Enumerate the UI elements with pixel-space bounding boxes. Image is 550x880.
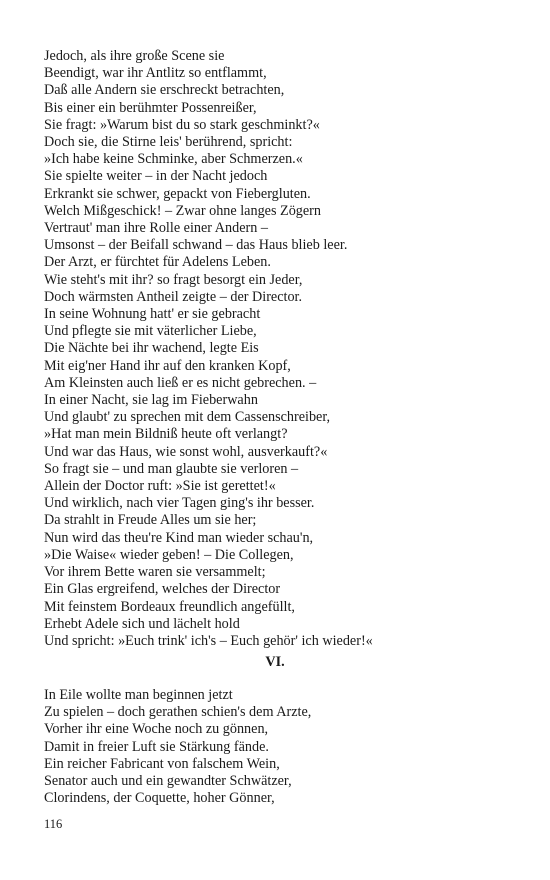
verse-line: Und wirklich, nach vier Tagen ging's ihr besser. [44, 495, 315, 512]
verse-line: Wie steht's mit ihr? so fragt besorgt ein Jeder, [44, 271, 303, 288]
verse-line: Und war das Haus, wie sonst wohl, ausverkauft?« [44, 443, 328, 460]
verse-line: Welch Mißgeschick! – Zwar ohne langes Zögern [44, 202, 321, 219]
verse-line: Allein der Doctor ruft: »Sie ist gerettet!« [44, 478, 276, 495]
verse-line: Bis einer ein berühmter Possenreißer, [44, 99, 257, 116]
verse-line: Senator auch und ein gewandter Schwätzer, [44, 773, 292, 790]
verse-line: So fragt sie – und man glaubte sie verloren – [44, 460, 299, 477]
verse-line: Damit in freier Luft sie Stärkung fände. [44, 738, 269, 755]
verse-line: Und glaubt' zu sprechen mit dem Cassenschreiber, [44, 409, 331, 426]
verse-line: Ein Glas ergreifend, welches der Director [44, 581, 281, 598]
poem-stanza-1 [44, 48, 514, 650]
verse-line: Mit feinstem Bordeaux freundlich angefüllt, [44, 598, 295, 615]
verse-line: Da strahlt in Freude Alles um sie her; [44, 512, 257, 529]
verse-line: Erhebt Adele sich und lächelt hold [44, 615, 240, 632]
verse-line: Umsonst – der Beifall schwand – das Haus blieb leer. [44, 237, 348, 254]
verse-line: Doch sie, die Stirne leis' berührend, spricht: [44, 134, 293, 151]
verse-line: Mit eig'ner Hand ihr auf den kranken Kopf, [44, 357, 291, 374]
verse-line: Der Arzt, er fürchtet für Adelens Leben. [44, 254, 271, 271]
verse-line: Zu spielen – doch gerathen schien's dem Arzte, [44, 704, 312, 721]
section-heading: VI. [265, 654, 285, 670]
verse-line: Jedoch, als ihre große Scene sie [44, 48, 225, 64]
verse-line: In Eile wollte man beginnen jetzt [44, 687, 233, 703]
verse-line: Am Kleinsten auch ließ er es nicht gebrechen. – [44, 374, 317, 391]
verse-line: Vorher ihr eine Woche noch zu gönnen, [44, 721, 269, 738]
verse-line: Sie spielte weiter – in der Nacht jedoch [44, 168, 268, 185]
verse-line: In seine Wohnung hatt' er sie gebracht [44, 306, 261, 323]
verse-line: Und pflegte sie mit väterlicher Liebe, [44, 323, 257, 340]
verse-line: Clorindens, der Coquette, hoher Gönner, [44, 790, 275, 807]
verse-line: »Die Waise« wieder geben! – Die Collegen, [44, 546, 294, 563]
page-number: 116 [44, 817, 63, 831]
verse-line: »Hat man mein Bildniß heute oft verlangt? [44, 426, 288, 443]
verse-line: Erkrankt sie schwer, gepackt von Fiebergluten. [44, 185, 311, 202]
verse-line: Doch wärmsten Antheil zeigte – der Director. [44, 288, 303, 305]
verse-line: Ein reicher Fabricant von falschem Wein, [44, 755, 280, 772]
verse-line: Nun wird das theu're Kind man wieder schau'n, [44, 529, 314, 546]
verse-line: Vor ihrem Bette waren sie versammelt; [44, 564, 266, 581]
verse-line: Beendigt, war ihr Antlitz so entflammt, [44, 65, 267, 82]
verse-line: »Ich habe keine Schminke, aber Schmerzen.« [44, 151, 303, 168]
verse-line: Daß alle Andern sie erschreckt betrachten, [44, 82, 285, 99]
poem-stanza-2 [44, 687, 514, 807]
verse-line: Die Nächte bei ihr wachend, legte Eis [44, 340, 259, 357]
verse-line: In einer Nacht, sie lag im Fieberwahn [44, 392, 258, 409]
verse-line: Sie fragt: »Warum bist du so stark geschminkt?« [44, 116, 320, 133]
verse-line: Und spricht: »Euch trink' ich's – Euch gehör' ich wieder!« [44, 632, 373, 649]
verse-line: Vertraut' man ihre Rolle einer Andern – [44, 220, 268, 237]
